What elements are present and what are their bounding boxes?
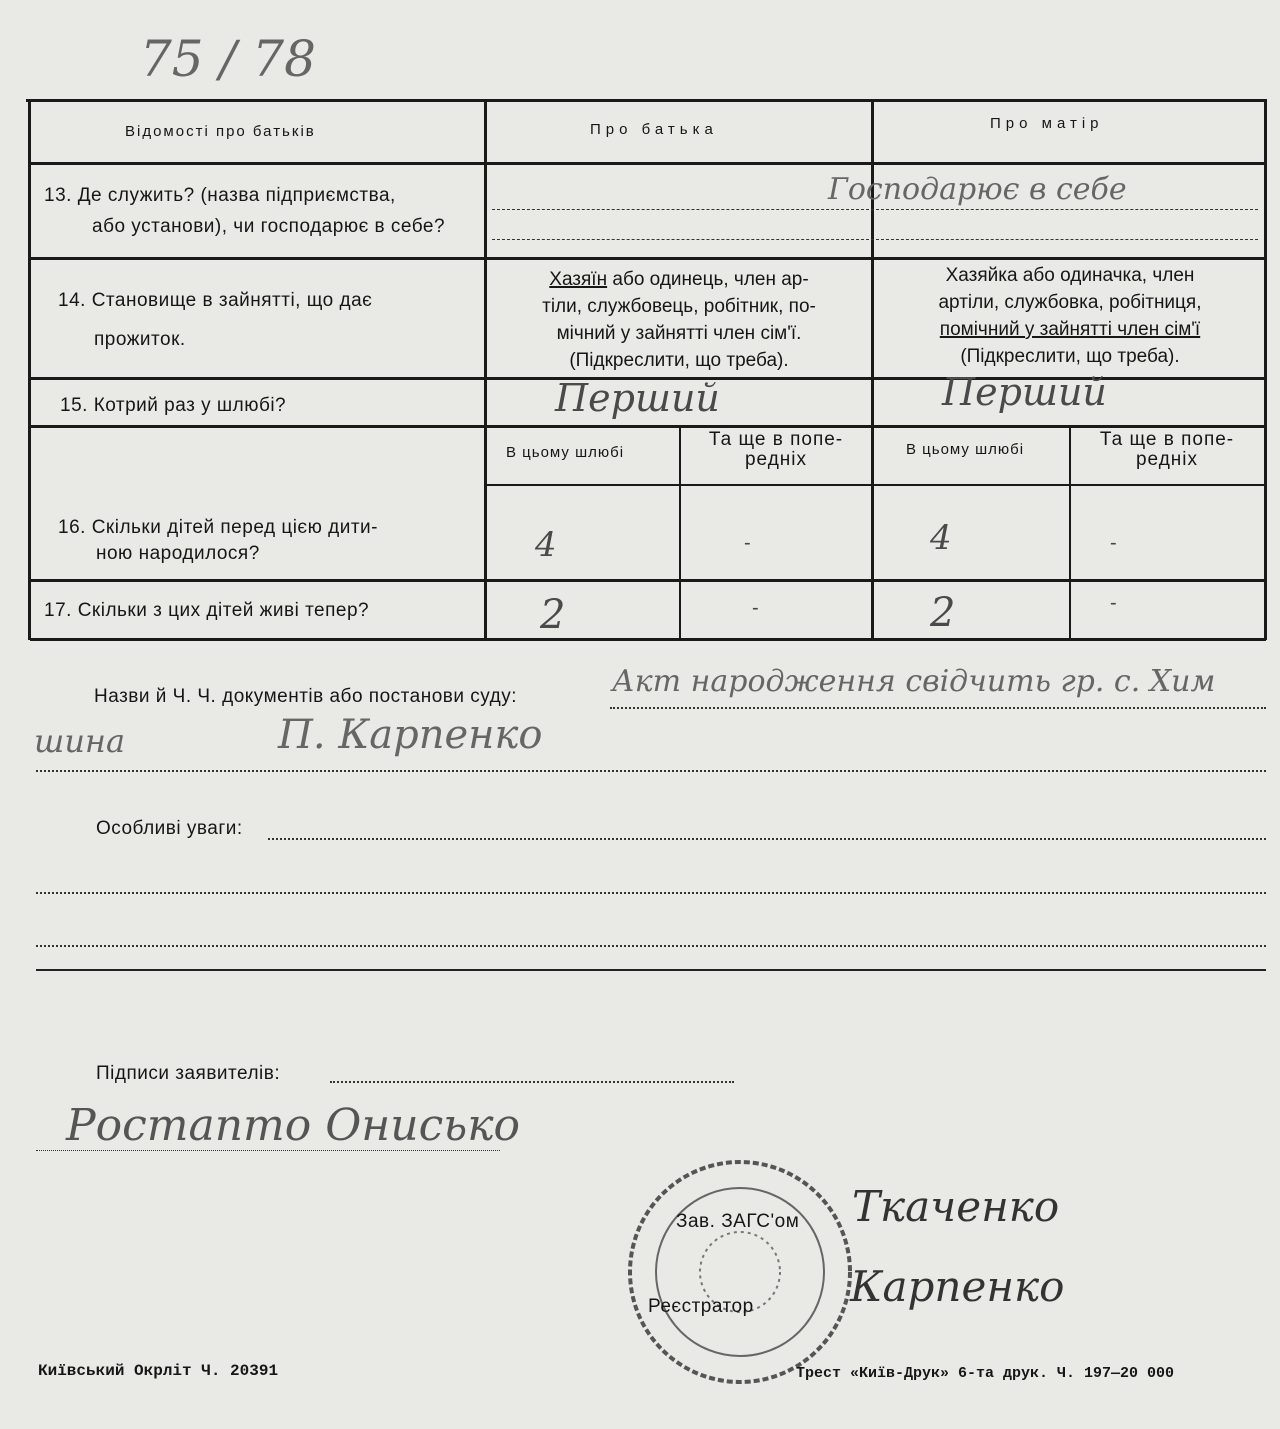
- header-father: Про батька: [590, 121, 718, 138]
- row16-label-line2: ною народилося?: [96, 543, 260, 564]
- row16-father-this: 4: [535, 525, 557, 565]
- row14-father-options: Хазяїн або одинець, член ар- тіли, службовець, робітник, по- мічний у зайнятті член сім'ї. (Підкреслити, що треба).: [542, 269, 816, 371]
- header-mother: Про матір: [990, 115, 1104, 132]
- row16-label-line1: 16. Скільки дітей перед цією дити-: [58, 517, 378, 538]
- row15-label: 15. Котрий раз у шлюбі?: [60, 395, 287, 416]
- subheader-father-previous: Та ще в попе- редніх: [708, 429, 844, 470]
- documents-label: Назви й Ч. Ч. документів або постанови суду:: [94, 686, 517, 707]
- row17-father-prev: -: [752, 597, 759, 619]
- subheader-mother-this: В цьому шлюбі: [906, 441, 1025, 458]
- head-label: Зав. ЗАГС'ом: [676, 1211, 800, 1232]
- footer-right: Трест «Київ-Друк» 6-та друк. Ч. 197—20 000: [796, 1365, 1175, 1382]
- documents-handwritten-line2: шина: [34, 722, 126, 760]
- documents-handwritten-signature: П. Карпенко: [278, 712, 543, 758]
- father-option-selected: Хазяїн: [549, 269, 608, 290]
- row13-mother-handwritten: Господарює в себе: [828, 172, 1127, 207]
- mother-option-selected: помічний у зайнятті член сім'ї: [939, 319, 1201, 340]
- subheader-mother-previous: Та ще в попе- редніх: [1099, 429, 1235, 470]
- official-stamp: [620, 1152, 860, 1392]
- row16-father-prev: -: [744, 532, 751, 554]
- row15-mother-handwritten: Перший: [942, 370, 1107, 414]
- row13-label-line1: 13. Де служить? (назва підприємства,: [44, 185, 396, 206]
- row16-mother-this: 4: [930, 518, 952, 558]
- header-parents-info: Відомості про батьків: [125, 123, 316, 140]
- row17-label: 17. Скільки з цих дітей живі тепер?: [44, 600, 370, 621]
- row17-mother-prev: -: [1110, 592, 1117, 614]
- signatures-label: Підписи заявителів:: [96, 1063, 281, 1084]
- registrar-label: Реєстратор: [648, 1296, 754, 1317]
- footer-left: Київський Окрліт Ч. 20391: [38, 1362, 279, 1380]
- head-signature: Ткаченко: [852, 1182, 1060, 1231]
- row14-mother-options: Хазяйка або одиначка, член артіли, службовка, робітниця, помічний у зайнятті член сім'ї (Підкреслити, що треба).: [938, 265, 1202, 367]
- row14-label-line2: прожиток.: [94, 329, 186, 350]
- row15-father-handwritten: Перший: [555, 376, 720, 420]
- row17-mother-this: 2: [930, 590, 956, 636]
- top-handwritten-note: 75 / 78: [140, 30, 316, 88]
- registrar-signature: Карпенко: [850, 1262, 1065, 1311]
- notes-label: Особливі уваги:: [96, 818, 243, 839]
- documents-handwritten-line1: Акт народження свідчить гр. с. Хим: [612, 664, 1216, 699]
- row17-father-this: 2: [540, 592, 566, 638]
- subheader-father-this: В цьому шлюбі: [506, 444, 625, 461]
- row14-label-line1: 14. Становище в зайнятті, що дає: [58, 290, 373, 311]
- row16-mother-prev: -: [1110, 532, 1117, 554]
- row13-label-line2: або установи), чи господарює в себе?: [92, 216, 446, 237]
- applicant-signature: Ростапто Онисько: [66, 1100, 520, 1151]
